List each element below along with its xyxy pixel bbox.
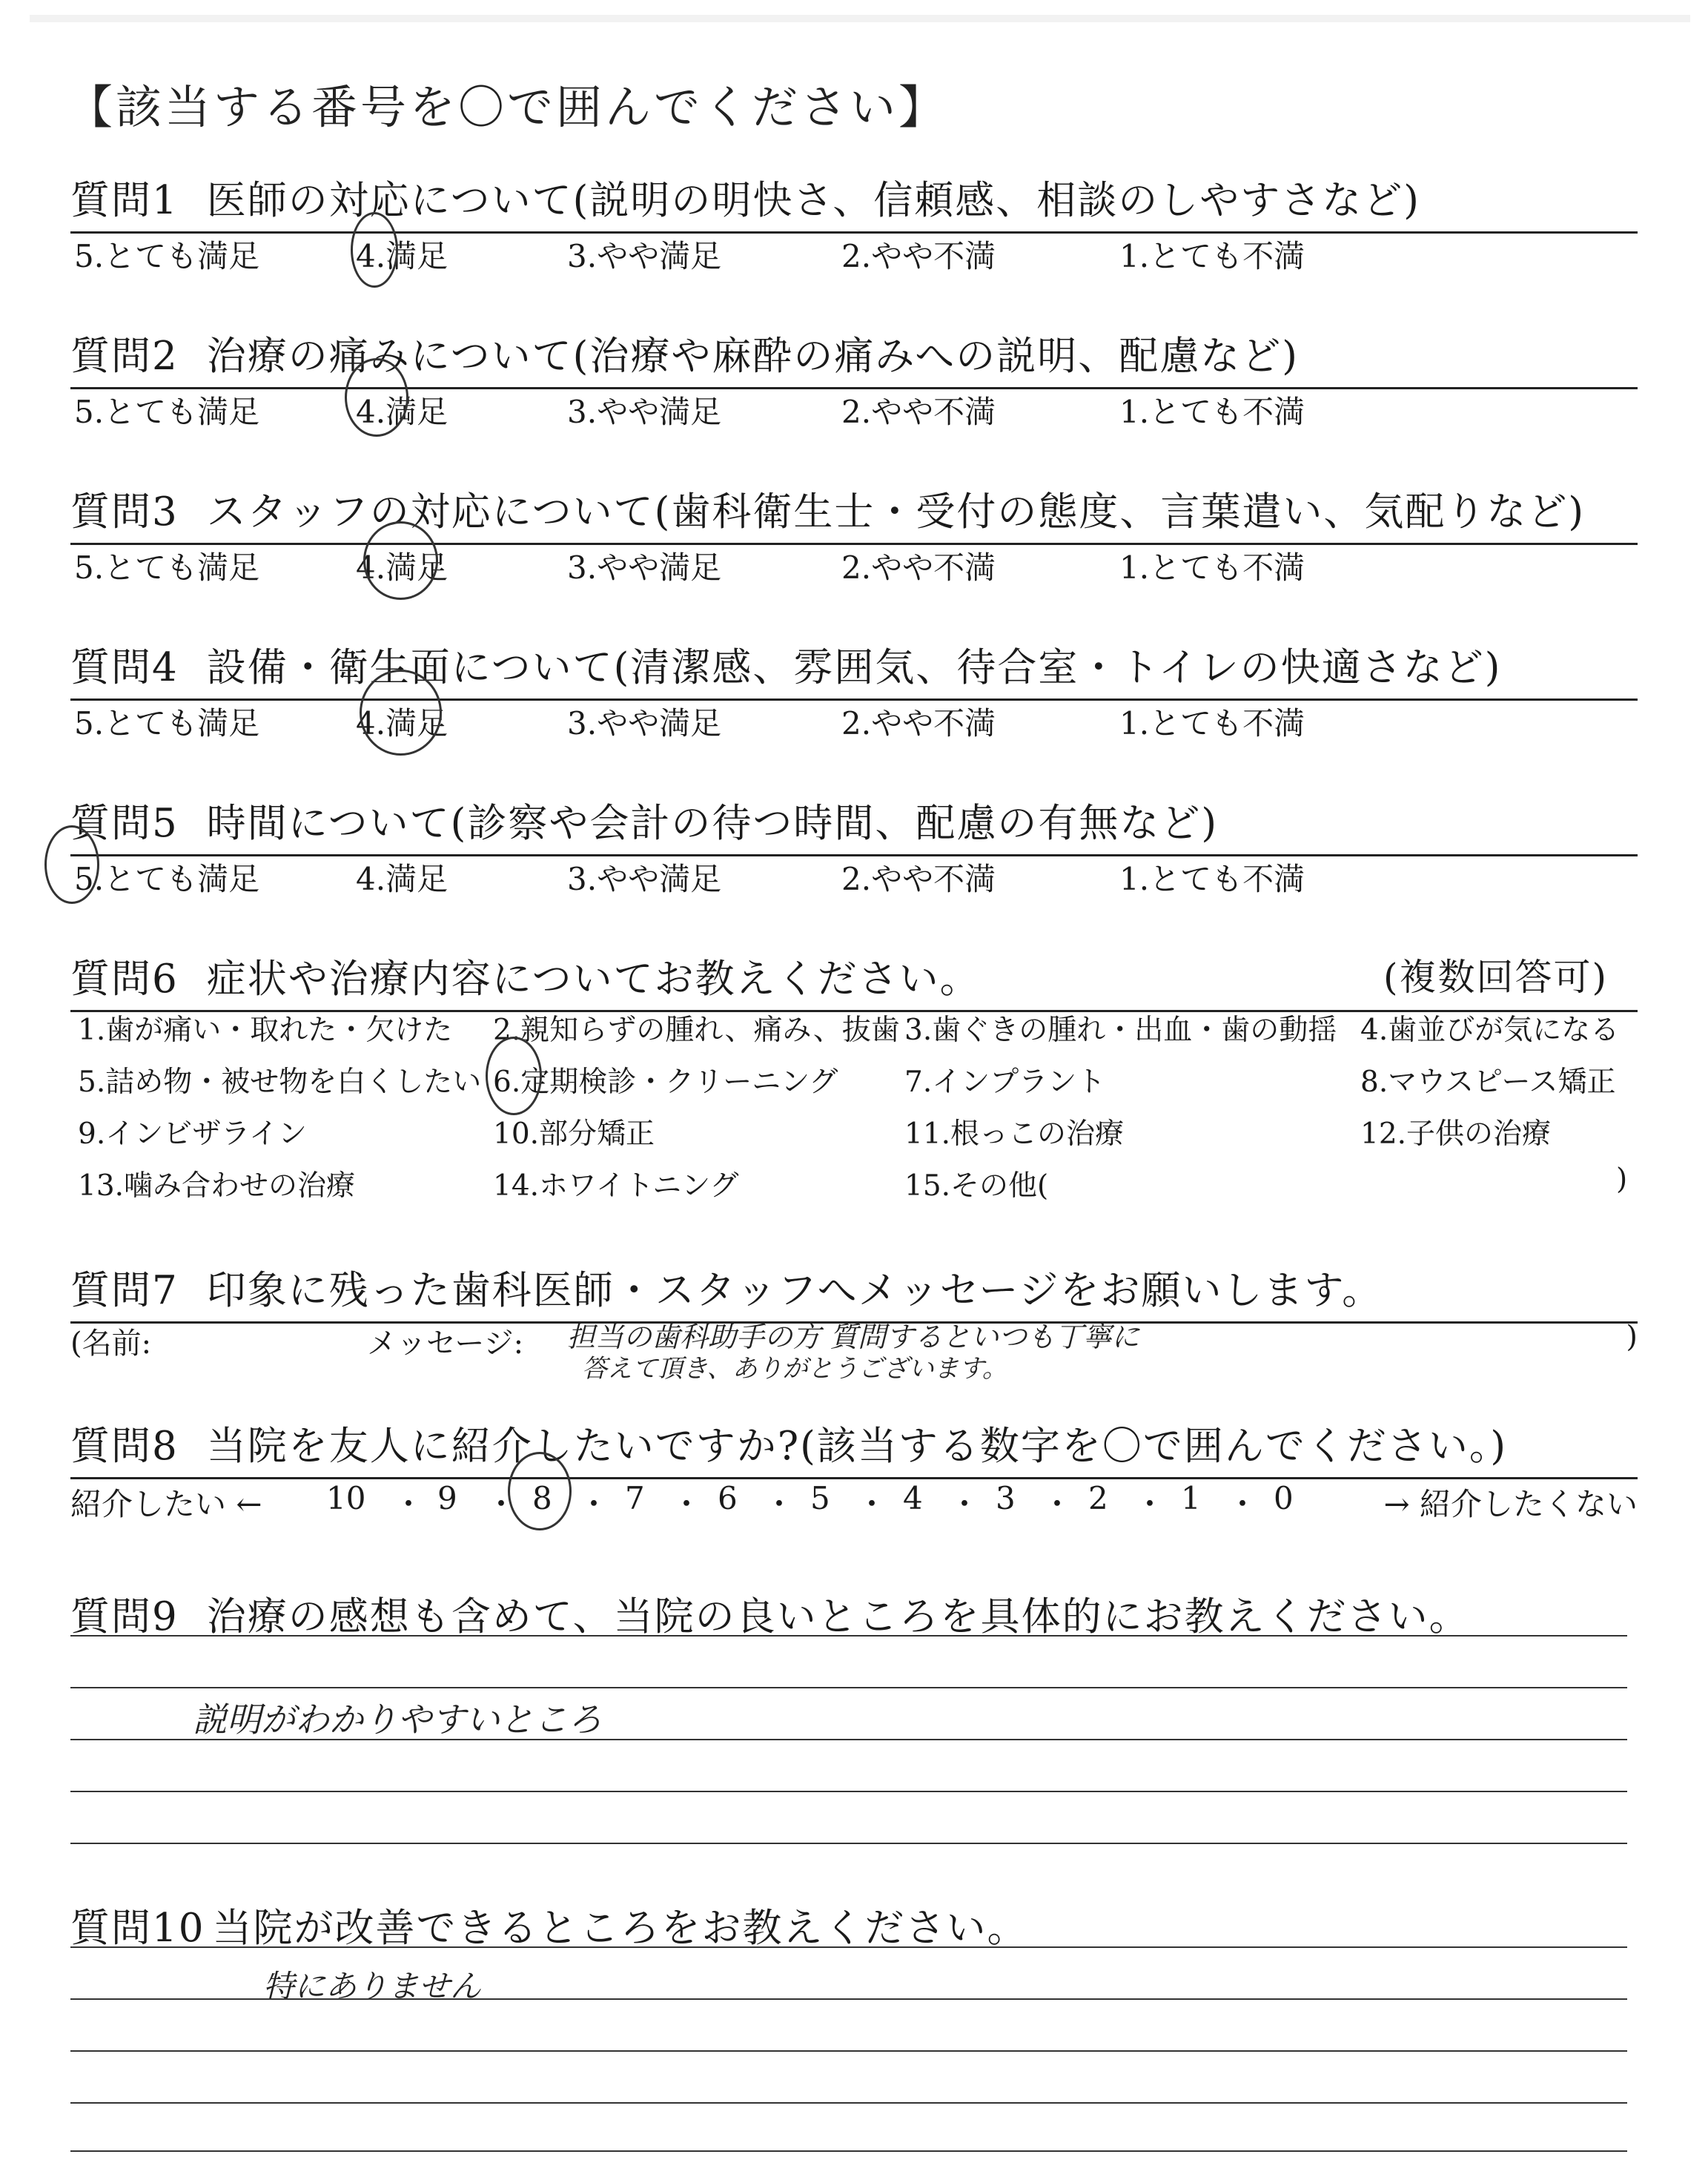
option-3[interactable]: 3.やや満足 xyxy=(567,238,722,274)
scale-5[interactable]: 5 xyxy=(810,1480,830,1516)
option-1[interactable]: 1.とても不満 xyxy=(1119,705,1305,742)
question-5-number: 質問5 xyxy=(70,801,179,846)
message-close-paren: ) xyxy=(1626,1320,1638,1354)
option-2[interactable]: 2.やや不満 xyxy=(841,394,996,430)
question-2-number: 質問2 xyxy=(70,334,179,379)
scale-8[interactable]: 8 xyxy=(532,1480,552,1516)
question-1 xyxy=(70,169,1638,325)
option-3[interactable]: 3.やや満足 xyxy=(567,394,722,430)
question-1-heading xyxy=(70,169,1638,234)
question-3-number: 質問3 xyxy=(70,489,179,535)
option-1[interactable]: 1.とても不満 xyxy=(1119,549,1305,586)
symptom-option[interactable]: 4.歯並びが気になる xyxy=(1360,1014,1620,1047)
question-9-heading xyxy=(70,1585,1638,1648)
option-3[interactable]: 3.やや満足 xyxy=(567,705,722,742)
option-1[interactable]: 1.とても不満 xyxy=(1119,394,1305,430)
answer-line xyxy=(70,1739,1627,1740)
question-8 xyxy=(70,1415,1638,1533)
question-4-text: 設備・衛生面について(清潔感、雰囲気、待合室・トイレの快適さなど) xyxy=(206,645,1502,690)
option-2[interactable]: 2.やや不満 xyxy=(841,705,996,742)
good-points-answer: 説明がわかりやすいところ xyxy=(193,1700,602,1740)
question-10-number: 質問10 xyxy=(70,1906,205,1951)
recommend-right-label: → 紹介したくない xyxy=(1383,1486,1638,1522)
question-9 xyxy=(70,1585,1638,1852)
scale-dot: ・ xyxy=(1227,1486,1259,1522)
symptom-option[interactable]: 8.マウスピース矯正 xyxy=(1360,1066,1616,1099)
scale-7[interactable]: 7 xyxy=(625,1480,645,1516)
scale-dot: ・ xyxy=(486,1486,517,1522)
multiple-answers-note: (複数回答可) xyxy=(1383,956,1608,999)
symptom-option[interactable]: 2.親知らずの腫れ、痛み、抜歯 xyxy=(493,1014,900,1047)
selection-circle xyxy=(44,825,99,904)
symptom-option[interactable]: 12.子供の治療 xyxy=(1360,1117,1552,1151)
symptom-option[interactable]: 13.噛み合わせの治療 xyxy=(78,1169,356,1203)
message-handwritten-line1: 担当の歯科助手の方 質問するといつも丁寧に xyxy=(567,1321,1140,1353)
option-4[interactable]: 4.満足 xyxy=(356,861,448,897)
message-label: メッセージ: xyxy=(367,1327,524,1361)
answer-line xyxy=(70,2150,1627,2152)
instruction-heading: 【該当する番号を〇で囲んでください】 xyxy=(67,80,948,134)
question-3 xyxy=(70,480,1638,636)
scale-1[interactable]: 1 xyxy=(1181,1480,1201,1516)
question-1-number: 質問1 xyxy=(70,178,179,223)
question-4-number: 質問4 xyxy=(70,645,179,690)
scale-dot: ・ xyxy=(1134,1486,1166,1522)
answer-line xyxy=(70,1791,1627,1792)
question-7 xyxy=(70,1259,1638,1422)
question-7-text: 印象に残った歯科医師・スタッフへメッセージをお願いします。 xyxy=(206,1268,1383,1313)
question-3-heading xyxy=(70,480,1638,545)
question-9-number: 質問9 xyxy=(70,1594,179,1639)
answer-line xyxy=(70,1843,1627,1844)
option-5[interactable]: 5.とても満足 xyxy=(74,705,260,742)
question-7-number: 質問7 xyxy=(70,1268,179,1313)
scale-0[interactable]: 0 xyxy=(1274,1480,1294,1516)
selection-circle xyxy=(486,1037,542,1115)
selection-circle xyxy=(360,670,442,756)
option-3[interactable]: 3.やや満足 xyxy=(567,861,722,897)
option-1[interactable]: 1.とても不満 xyxy=(1119,238,1305,274)
answer-line xyxy=(70,2102,1627,2104)
option-5[interactable]: 5.とても満足 xyxy=(74,238,260,274)
answer-line xyxy=(70,1998,1627,2000)
option-2[interactable]: 2.やや不満 xyxy=(841,549,996,586)
symptom-option[interactable]: 9.インビザライン xyxy=(78,1117,308,1151)
option-4[interactable]: 4.満足 xyxy=(356,394,448,430)
question-2-text: 治療の痛みについて(治療や麻酔の痛みへの説明、配慮など) xyxy=(206,334,1299,379)
symptom-option[interactable]: 7.インプラント xyxy=(904,1066,1106,1099)
answer-line xyxy=(70,1687,1627,1688)
scale-dot: ・ xyxy=(393,1486,425,1522)
question-6-number: 質問6 xyxy=(70,957,179,1002)
message-handwritten-line2: 答えて頂き、ありがとうございます。 xyxy=(582,1354,1007,1384)
scale-4[interactable]: 4 xyxy=(903,1480,923,1516)
scale-10[interactable]: 10 xyxy=(326,1480,366,1516)
scale-dot: ・ xyxy=(578,1486,610,1522)
symptom-option[interactable]: 6.定期検診・クリーニング xyxy=(493,1066,838,1099)
question-10-text: 当院が改善できるところをお教えください。 xyxy=(212,1906,1028,1951)
symptom-option[interactable]: 14.ホワイトニング xyxy=(493,1169,739,1203)
option-1[interactable]: 1.とても不満 xyxy=(1119,861,1305,897)
question-8-text: 当院を友人に紹介したいですか?(該当する数字を〇で囲んでください。) xyxy=(206,1424,1508,1469)
answer-line xyxy=(70,1635,1627,1636)
option-4[interactable]: 4.満足 xyxy=(356,705,448,742)
selection-circle xyxy=(363,521,438,600)
question-4-heading xyxy=(70,636,1638,701)
scale-2[interactable]: 2 xyxy=(1088,1480,1108,1516)
selection-circle xyxy=(351,212,398,288)
question-3-text: スタッフの対応について(歯科衛生士・受付の態度、言葉遣い、気配りなど) xyxy=(206,489,1586,535)
question-4 xyxy=(70,636,1638,792)
option-2[interactable]: 2.やや不満 xyxy=(841,861,996,897)
symptom-option[interactable]: 1.歯が痛い・取れた・欠けた xyxy=(78,1014,453,1047)
question-2 xyxy=(70,325,1638,480)
question-2-heading xyxy=(70,325,1638,389)
other-close-paren: ) xyxy=(1616,1163,1628,1196)
question-10 xyxy=(70,1897,1638,2149)
question-6 xyxy=(70,948,1638,1222)
question-9-text: 治療の感想も含めて、当院の良いところを具体的にお教えください。 xyxy=(206,1594,1470,1639)
option-5[interactable]: 5.とても満足 xyxy=(74,549,260,586)
recommend-left-label: 紹介したい ← xyxy=(70,1486,262,1522)
question-6-text: 症状や治療内容についてお教えください。 xyxy=(206,957,981,1002)
symptom-option[interactable]: 11.根っこの治療 xyxy=(904,1117,1125,1151)
option-5[interactable]: 5.とても満足 xyxy=(74,861,260,897)
question-1-text: 医師の対応について(説明の明快さ、信頼感、相談のしやすさなど) xyxy=(206,178,1420,223)
selection-circle xyxy=(508,1452,572,1530)
option-4[interactable]: 4.満足 xyxy=(356,549,448,586)
scale-9[interactable]: 9 xyxy=(437,1480,457,1516)
question-5-text: 時間について(診察や会計の待つ時間、配慮の有無など) xyxy=(206,801,1219,846)
top-band xyxy=(30,15,1690,22)
scale-dot: ・ xyxy=(856,1486,888,1522)
question-5-heading xyxy=(70,792,1638,856)
scale-6[interactable]: 6 xyxy=(718,1480,738,1516)
symptom-option[interactable]: 3.歯ぐきの腫れ・出血・歯の動揺 xyxy=(904,1014,1337,1047)
option-5[interactable]: 5.とても満足 xyxy=(74,394,260,430)
option-3[interactable]: 3.やや満足 xyxy=(567,549,722,586)
scale-dot: ・ xyxy=(671,1486,703,1522)
improvement-answer: 特にありません xyxy=(263,1968,482,2004)
answer-line xyxy=(70,2050,1627,2052)
symptom-option[interactable]: 5.詰め物・被せ物を白くしたい xyxy=(78,1066,482,1099)
option-4[interactable]: 4.満足 xyxy=(356,238,448,274)
selection-circle xyxy=(345,358,408,437)
scale-3[interactable]: 3 xyxy=(996,1480,1016,1516)
question-5 xyxy=(70,792,1638,948)
question-10-heading xyxy=(70,1897,1638,1959)
option-2[interactable]: 2.やや不満 xyxy=(841,238,996,274)
scale-dot: ・ xyxy=(1042,1486,1073,1522)
question-6-heading xyxy=(70,948,1638,1012)
symptom-option[interactable]: 15.その他( xyxy=(904,1169,1049,1203)
symptom-option[interactable]: 10.部分矯正 xyxy=(493,1117,655,1151)
question-8-heading xyxy=(70,1415,1638,1479)
name-label: (名前: xyxy=(70,1327,152,1361)
scale-dot: ・ xyxy=(949,1486,981,1522)
question-8-number: 質問8 xyxy=(70,1424,179,1469)
scale-dot: ・ xyxy=(764,1486,795,1522)
answer-line xyxy=(70,1946,1627,1948)
